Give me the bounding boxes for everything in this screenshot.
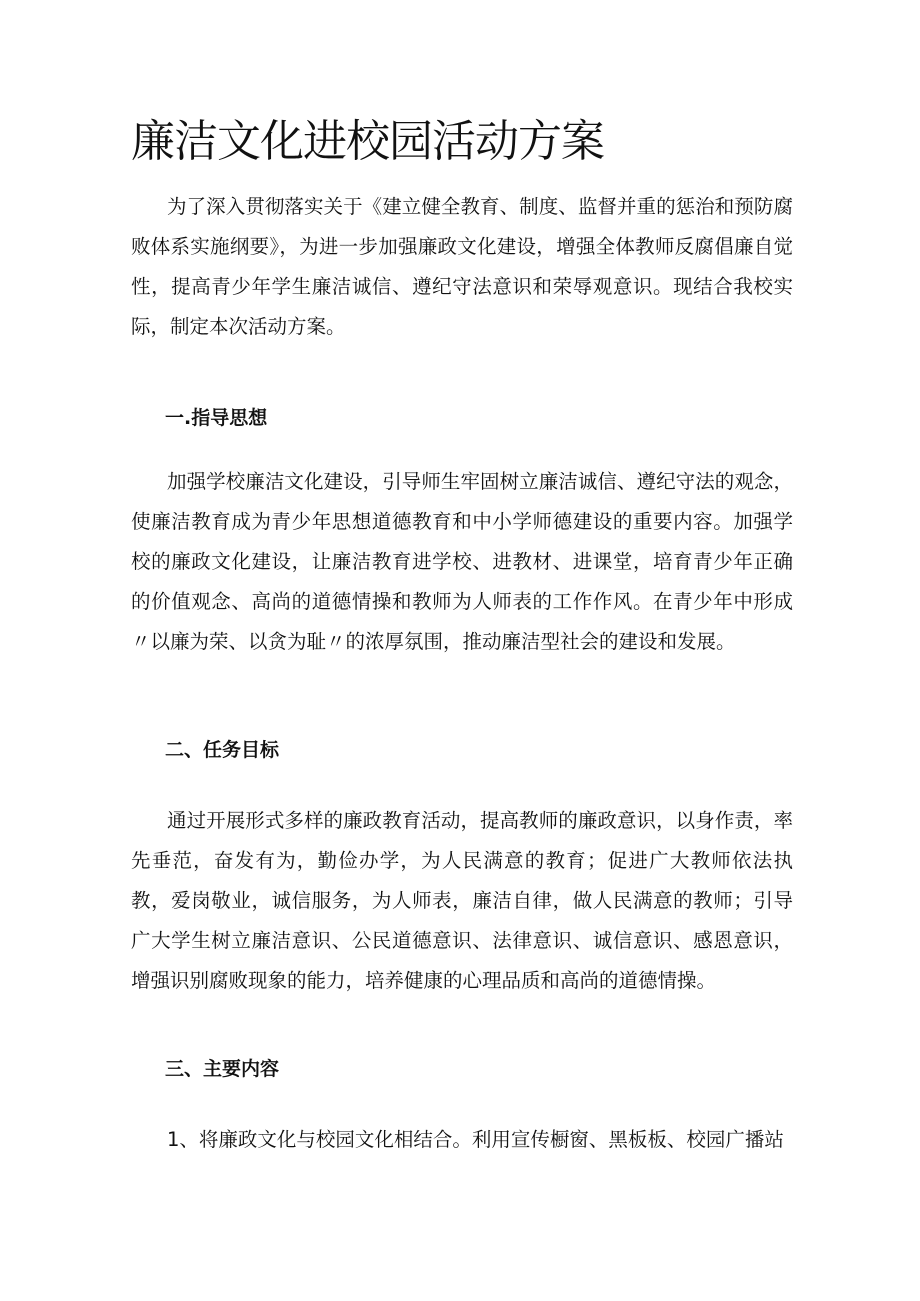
section-heading-task-goals: 二、任务目标 (165, 739, 280, 761)
section-body-guiding-ideology: 加强学校廉洁文化建设，引导师生牢固树立廉洁诚信、遵纪守法的观念，使廉洁教育成为青少年思想道德教育和中小学师德建设的重要内容。加强学校的廉政文化建设，让廉洁教育进学校、进教材、进课堂，培育青少年正确的价值观念、高尚的道德情操和教师为人师表的工作作风。在青少年中形成〃以廉为荣、以贪为耻〃的浓厚氛围，推动廉洁型社会的建设和发展。 (131, 470, 793, 653)
section-heading-guiding-ideology: 一.指导思想 (165, 407, 268, 429)
intro-paragraph: 为了深入贯彻落实关于《建立健全教育、制度、监督并重的惩治和预防腐败体系实施纲要》，为进一步加强廉政文化建设，增强全体教师反腐倡廉自觉性，提高青少年学生廉洁诚信、遵纪守法意识和荣辱观意识。现结合我校实际，制定本次活动方案。 (131, 195, 793, 338)
document-title: 廉洁文化进校园活动方案 (131, 116, 604, 167)
section-body-main-content: 1、将廉政文化与校园文化相结合。利用宣传橱窗、黑板板、校园广播站 (167, 1128, 784, 1151)
section-heading-main-content: 三、主要内容 (165, 1058, 280, 1080)
section-body-task-goals: 通过开展形式多样的廉政教育活动，提高教师的廉政意识，以身作责，率先垂范，奋发有为，勤俭办学，为人民满意的教育；促进广大教师依法执教，爱岗敬业，诚信服务，为人师表，廉洁自律，做人民满意的教师；引导广大学生树立廉洁意识、公民道德意识、法律意识、诚信意识、感恩意识，增强识别腐败现象的能力，培养健康的心理品质和高尚的道德情操。 (131, 809, 793, 992)
